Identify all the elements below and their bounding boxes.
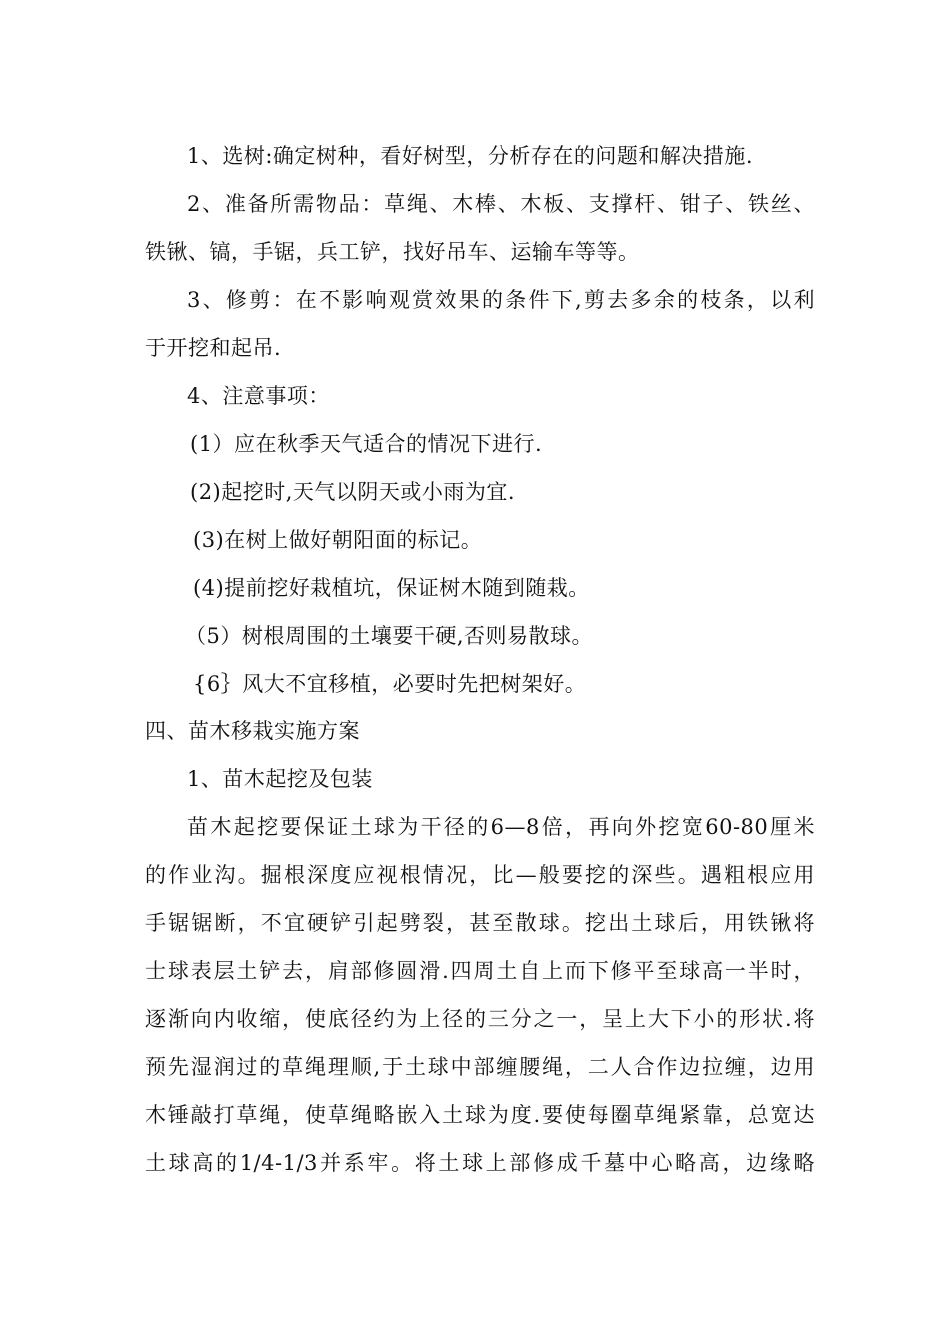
text-line: 2、准备所需物品：草绳、木棒、木板、支撑杆、钳子、铁丝、 xyxy=(187,192,815,216)
text-line: 于开挖和起吊. xyxy=(145,336,282,360)
text-line: 预先湿润过的草绳理顺,于土球中部缠腰绳，二人合作边拉缠，边用 xyxy=(145,1055,815,1079)
text-line: 铁锹、镐，手锯，兵工铲，找好吊车、运输车等等。 xyxy=(145,240,640,264)
text-line: 士球表层土铲去，肩部修圆滑.四周土自上而下修平至球高一半时， xyxy=(145,959,815,983)
text-line: 4、注意事项： xyxy=(187,384,330,408)
text-line: 的作业沟。掘根深度应视根情况，比—般要挖的深些。遇粗根应用 xyxy=(145,863,815,887)
subsection-heading: 1、苗木起挖及包装 xyxy=(187,767,373,791)
text-line: (4)提前挖好栽植坑，保证树木随到随栽。 xyxy=(193,576,590,600)
text-line: (2)起挖时,天气以阴天或小雨为宜. xyxy=(190,480,516,504)
text-line: 3、修剪：在不影响观赏效果的条件下,剪去多余的枝条，以利 xyxy=(187,288,815,312)
text-line: {6｝风大不宜移植，必要时先把树架好。 xyxy=(193,672,587,696)
text-line: 木锤敲打草绳，使草绳略嵌入土球为度.要使每圈草绳紧靠，总宽达 xyxy=(145,1103,815,1127)
text-line: 1、选树:确定树种，看好树型，分析存在的问题和解决措施. xyxy=(187,144,754,168)
text-line: 土球高的1/4-1/3并系牢。将土球上部修成千墓中心略高，边缘略 xyxy=(145,1151,815,1175)
text-line: （5）树根周围的土壤要干硬,否则易散球。 xyxy=(185,624,594,648)
text-line: (3)在树上做好朝阳面的标记。 xyxy=(193,528,483,552)
text-line: (1）应在秋季天气适合的情况下进行. xyxy=(190,432,543,456)
text-line: 手锯锯断，不宜硬铲引起劈裂，甚至散球。挖出土球后，用铁锹将 xyxy=(145,911,815,935)
text-line: 苗木起挖要保证土球为干径的6—8倍，再向外挖宽60-80厘米 xyxy=(187,815,815,839)
section-heading: 四、苗木移栽实施方案 xyxy=(145,719,360,743)
text-line: 逐渐向内收缩，使底径约为上径的三分之一，呈上大下小的形状.将 xyxy=(145,1007,815,1031)
